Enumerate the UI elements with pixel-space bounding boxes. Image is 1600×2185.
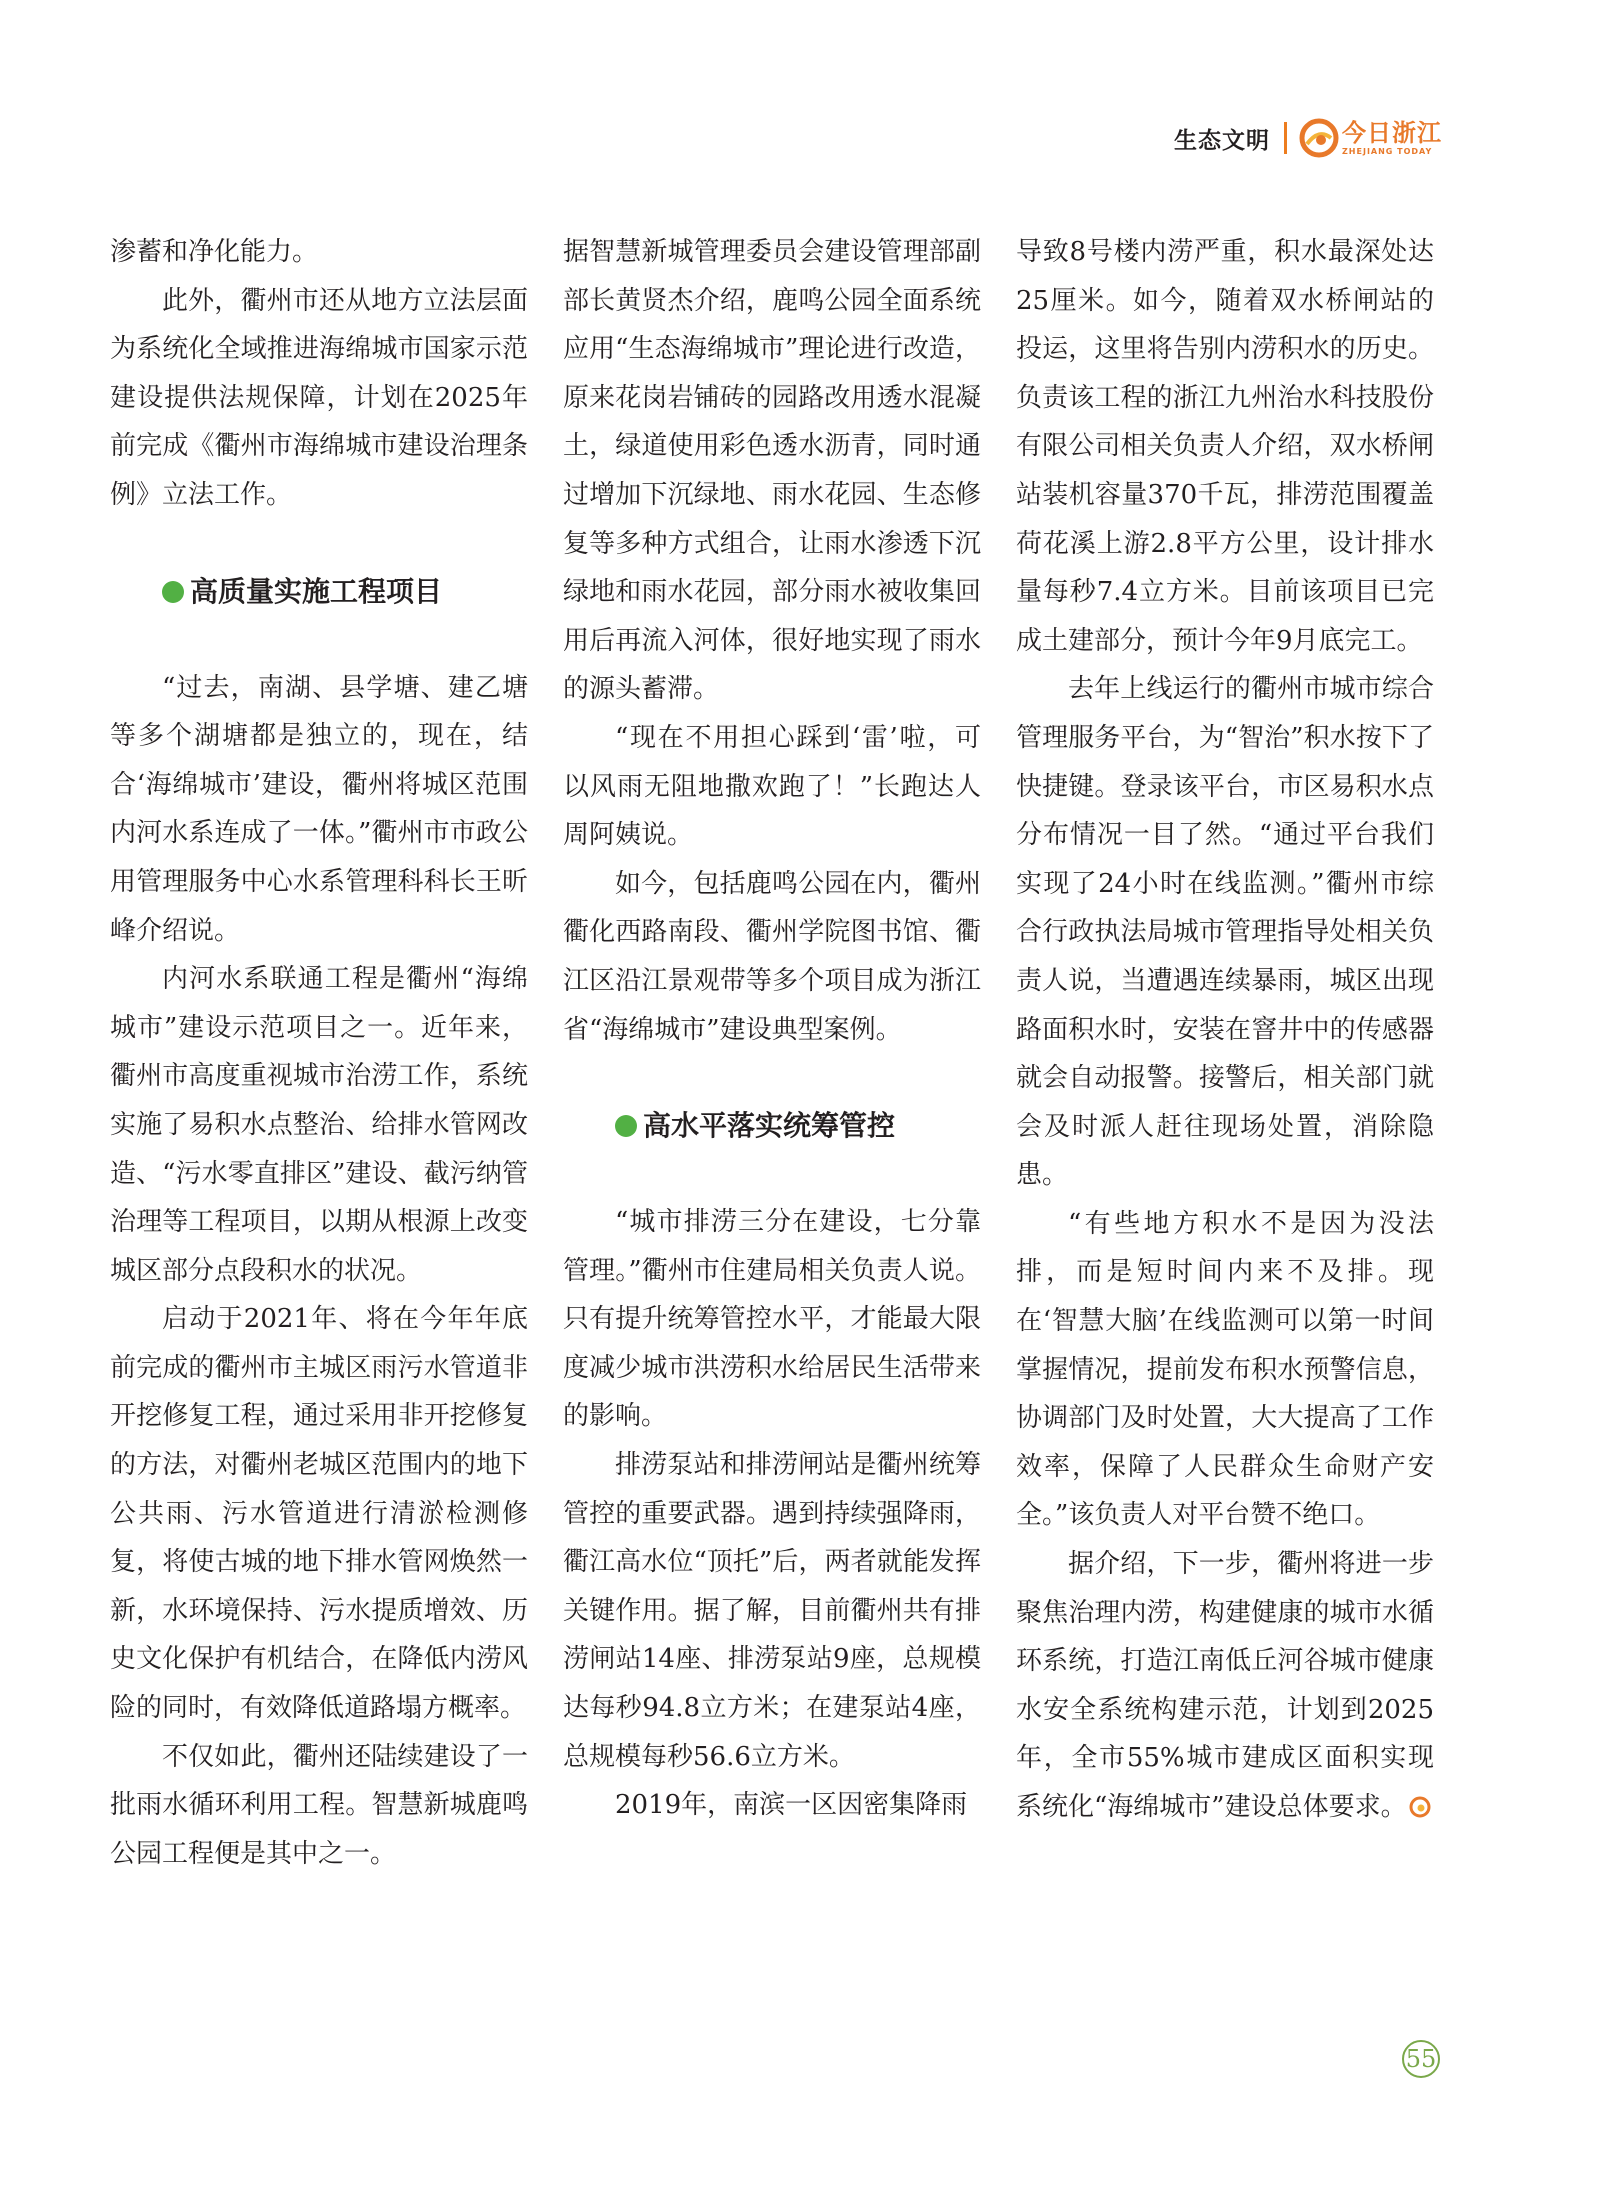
heading-dot-icon (615, 1115, 637, 1137)
paragraph: “城市排涝三分在建设，七分靠管理。”衢州市住建局相关负责人说。只有提升统筹管控水平，才能最大限度减少城市洪涝积水给居民生活带来的影响。 (563, 1207, 981, 1432)
logo-text (1342, 118, 1442, 156)
heading-dot-icon (162, 581, 184, 603)
paragraph: 去年上线运行的衢州市城市综合管理服务平台，为“智治”积水按下了快捷键。登录该平台，市区易积水点分布情况一目了然。“通过平台我们实现了24小时在线监测。”衢州市综合行政执法局城市管理指导处相关负责人说，当遭遇连续暴雨，城区出现路面积水时，安装在窨井中的传感器就会自动报警。接警后，相关部门就会及时派人赶往现场处置，消除隐患。 (1016, 674, 1434, 1191)
section-heading (615, 1102, 981, 1150)
column-3 (1016, 228, 1434, 1988)
page-number: 55 (1402, 2040, 1440, 2078)
paragraph: 2019年，南滨一区因密集降雨 (615, 1790, 968, 1821)
column-1 (110, 228, 528, 1988)
paragraph: “现在不用担心踩到‘雷’啦，可以风雨无阻地撒欢跑了！”长跑达人周阿姨说。 (563, 722, 981, 851)
paragraph: “有些地方积水不是因为没法排，而是短时间内来不及排。现在‘智慧大脑’在线监测可以第一时间掌握情况，提前发布积水预警信息，协调部门及时处置，大大提高了工作效率，保障了人民群众生命财产安全。”该负责人对平台赞不绝口。 (1016, 1208, 1434, 1531)
paragraph: 内河水系联通工程是衢州“海绵城市”建设示范项目之一。近年来，衢州市高度重视城市治涝工作，系统实施了易积水点整治、给排水管网改造、“污水零直排区”建设、截污纳管治理等工程项目，以期从根源上改变城区部分点段积水的状况。 (110, 964, 528, 1286)
paragraph: 排涝泵站和排涝闸站是衢州统筹管控的重要武器。遇到持续强降雨，衢江高水位“顶托”后，两者就能发挥关键作用。据了解，目前衢州共有排涝闸站14座、排涝泵站9座，总规模达每秒94.8立方米；在建泵站4座，总规模每秒56.6立方米。 (563, 1450, 981, 1772)
page-header (1174, 118, 1442, 158)
paragraph: 不仅如此，衢州还陆续建设了一批雨水循环利用工程。智慧新城鹿鸣公园工程便是其中之一。 (110, 1741, 528, 1869)
magazine-logo (1299, 118, 1442, 158)
logo-chinese: 今日浙江 (1342, 118, 1442, 147)
section-heading (162, 568, 528, 616)
paragraph: 此外，衢州市还从地方立法层面为系统化全域推进海绵城市国家示范建设提供法规保障，计划在2025年前完成《衢州市海绵城市建设治理条例》立法工作。 (110, 285, 528, 510)
section-heading-text: 高质量实施工程项目 (190, 574, 443, 608)
paragraph: “过去，南湖、县学塘、建乙塘等多个湖塘都是独立的，现在，结合‘海绵城市’建设，衢州将城区范围内河水系连成了一体。”衢州市市政公用管理服务中心水系管理科科长王昕峰介绍说。 (110, 672, 528, 946)
logo-swirl-icon (1299, 118, 1339, 158)
paragraph: 导致8号楼内涝严重，积水最深处达25厘米。如今，随着双水桥闸站的投运，这里将告别内涝积水的历史。负责该工程的浙江九州治水科技股份有限公司相关负责人介绍，双水桥闸站装机容量370千瓦，排涝范围覆盖荷花溪上游2.8平方公里，设计排水量每秒7.4立方米。目前该项目已完成土建部分，预计今年9月底完工。 (1016, 237, 1434, 656)
paragraph-text: 据介绍，下一步，衢州将进一步聚焦治理内涝，构建健康的城市水循环系统，打造江南低丘河谷城市健康水安全系统构建示范，计划到2025年，全市55%城市建成区面积实现系统化“海绵城市”建设总体要求。 (1016, 1549, 1434, 1822)
paragraph: 据智慧新城管理委员会建设管理部副部长黄贤杰介绍，鹿鸣公园全面系统应用“生态海绵城市”理论进行改造，原来花岗岩铺砖的园路改用透水混凝土，绿道使用彩色透水沥青，同时通过增加下沉绿地、雨水花园、生态修复等多种方式组合，让雨水渗透下沉绿地和雨水花园，部分雨水被收集回用后再流入河体，很好地实现了雨水的源头蓄滞。 (563, 237, 981, 705)
logo-english: ZHEJIANG TODAY (1342, 146, 1433, 156)
section-heading-text: 高水平落实统筹管控 (643, 1109, 896, 1143)
header-divider (1284, 122, 1287, 154)
paragraph: 渗蓄和净化能力。 (110, 237, 319, 267)
paragraph: 启动于2021年、将在今年年底前完成的衢州市主城区雨污水管道非开挖修复工程，通过采用非开挖修复的方法，对衢州老城区范围内的地下公共雨、污水管道进行清淤检测修复，将使古城的地下排水管网焕然一新，水环境保持、污水提质增效、历史文化保护有机结合，在降低内涝风险的同时，有效降低道路塌方概率。 (110, 1304, 528, 1724)
section-label: 生态文明 (1174, 127, 1270, 154)
paragraph (1016, 1540, 1434, 1832)
end-mark-icon (1409, 1796, 1431, 1818)
column-2 (563, 228, 981, 1988)
paragraph: 如今，包括鹿鸣公园在内，衢州衢化西路南段、衢州学院图书馆、衢江区沿江景观带等多个项目成为浙江省“海绵城市”建设典型案例。 (563, 868, 981, 1045)
